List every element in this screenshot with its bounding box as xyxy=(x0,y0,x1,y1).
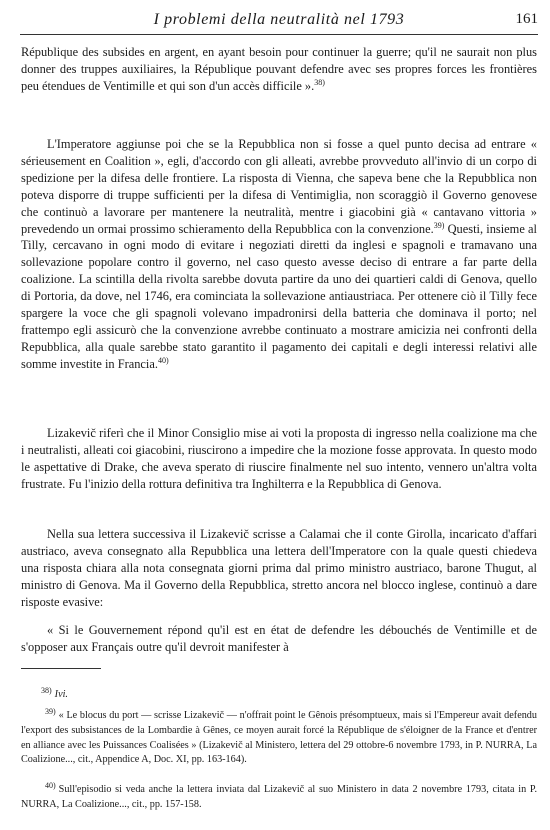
footnote-ref-40: 40) xyxy=(157,355,169,365)
footnote-number: 39) xyxy=(45,706,56,716)
footnote-separator xyxy=(21,668,101,669)
paragraph-2 xyxy=(21,425,537,493)
quote-top-text: République des subsides en argent, en ayant besoin pour continuer la guerre; qu'il ne saurait non plus donner des truppes auxiliaires, la République pouvant defendre avec ses propres forces les frontières peu étendues de Ventimille et qui son d'un accès difficile ». xyxy=(21,45,537,93)
paragraph-1 xyxy=(21,136,537,373)
paragraph-3-text: Nella sua lettera successiva il Lizakevič scrisse a Calamai che il conte Girolla, incaricato d'affari austriaco, aveva consegnato alla Repubblica una lettera dell'Imperatore con la quale questi chiedeva una risposta chiara alla nota consegnata giorni prima dal primo ministro austriaco, barone Thugut, al ministro di Genova. Ma il Governo della Repubblica, stretto ancora nel blocco inglese, continuò a dare risposte evasive: xyxy=(21,527,537,609)
quote-bottom-text: « Si le Gouvernement répond qu'il est en état de defendre les débouchés de Ventimille et de s'opposer aux Français outre qu'il devroit manifester à xyxy=(21,623,537,654)
paragraph-3 xyxy=(21,526,537,611)
footnote-number: 38) xyxy=(41,685,52,695)
paragraph-1-text-cont: Questi, insieme al Tilly, cercavano in ogni modo di evitare i negoziati diretti da inglesi e spagnoli e tramavano una sollevazione popolare contro il governo, nel caso questo avesse deciso di entrare a far parte della coalizione. La scintilla della rivolta sarebbe dovuta partire da uno dei quartieri caldi di Genova, quello di Portoria, da dove, nel 1746, era cominciata la sollevazione antiaustriaca. Per ottenere ciò il Tilly fece spargere la voce che gli spagnoli volevano impadronirsi della batteria che dominava il porto; nel frattempo egli assicurò che la convenzione avrebbe continuato a mostrare amicizia nei confronti della Repubblica, alla quale sarebbe stato garantito il pagamento dei capitali e degli interessi relativi alle somme investite in Francia. xyxy=(21,221,537,371)
page-header xyxy=(20,10,538,35)
footnote-text: Sull'episodio si veda anche la lettera inviata dal Lizakevič al suo Ministero in data 2 novembre 1793, citata in P. NURRA, La Coalizione..., cit., pp. 157-158. xyxy=(21,784,537,810)
footnote-text: Ivi. xyxy=(54,689,68,700)
page-number: 161 xyxy=(515,11,538,27)
footnote-40 xyxy=(21,780,537,813)
quote-top xyxy=(21,44,537,95)
footnote-38 xyxy=(21,685,550,703)
running-title: I problemi della neutralità nel 1793 xyxy=(153,11,405,28)
footnote-number: 40) xyxy=(45,780,56,790)
footnote-ref-39: 39) xyxy=(433,220,445,230)
paragraph-1-text: L'Imperatore aggiunse poi che se la Repubblica non si fosse a quel punto decisa ad entrare « sérieusement en Coalition », egli, d'accordo con gli alleati, avrebbe provveduto all'invio di un corpo di spedizione per la difesa delle frontiere. La risposta di Vienna, che sapeva bene che la Repubblica non poteva disporre di truppe sufficienti per la difesa di Ventimiglia, non scoraggiò il Governo genovese che continuò a lavorare per mantenere la neutralità, mentre i giacobini già « cantavano vittoria » prevedendo un ormai prossimo schieramento della Repubblica con la convenzione. xyxy=(21,137,537,236)
footnote-39 xyxy=(21,706,537,768)
footnote-text: « Le blocus du port — scrisse Lizakevič — n'offrait point le Gênois présomptueux, mais si l'Empereur avait defendu l'export des subsistances de la Lombardie à Gênes, ce moyen aurait forcé la République de s'éloigner de la France et d'entrer en alliance avec les Puissances Coalisées » (Lizakevič al Ministero, lettera del 29 ottobre-6 novembre 1793, in P. NURRA, La Coalizione..., cit., Appendice A, Doc. XI, pp. 163-164). xyxy=(21,710,537,766)
paragraph-2-text: Lizakevič riferì che il Minor Consiglio mise ai voti la proposta di ingresso nella coalizione ma che i neutralisti, alleati coi giacobini, riuscirono a impedire che la mozione fosse approvata. In questo modo le aspettative di Drake, che aveva sperato di riuscire finalmente nel suo intento, vennero un'altra volta frustrate. Fu l'inizio della rottura definitiva tra Inghilterra e la Repubblica di Genova. xyxy=(21,426,537,491)
quote-bottom xyxy=(21,622,537,656)
footnote-ref-38: 38) xyxy=(314,77,325,87)
